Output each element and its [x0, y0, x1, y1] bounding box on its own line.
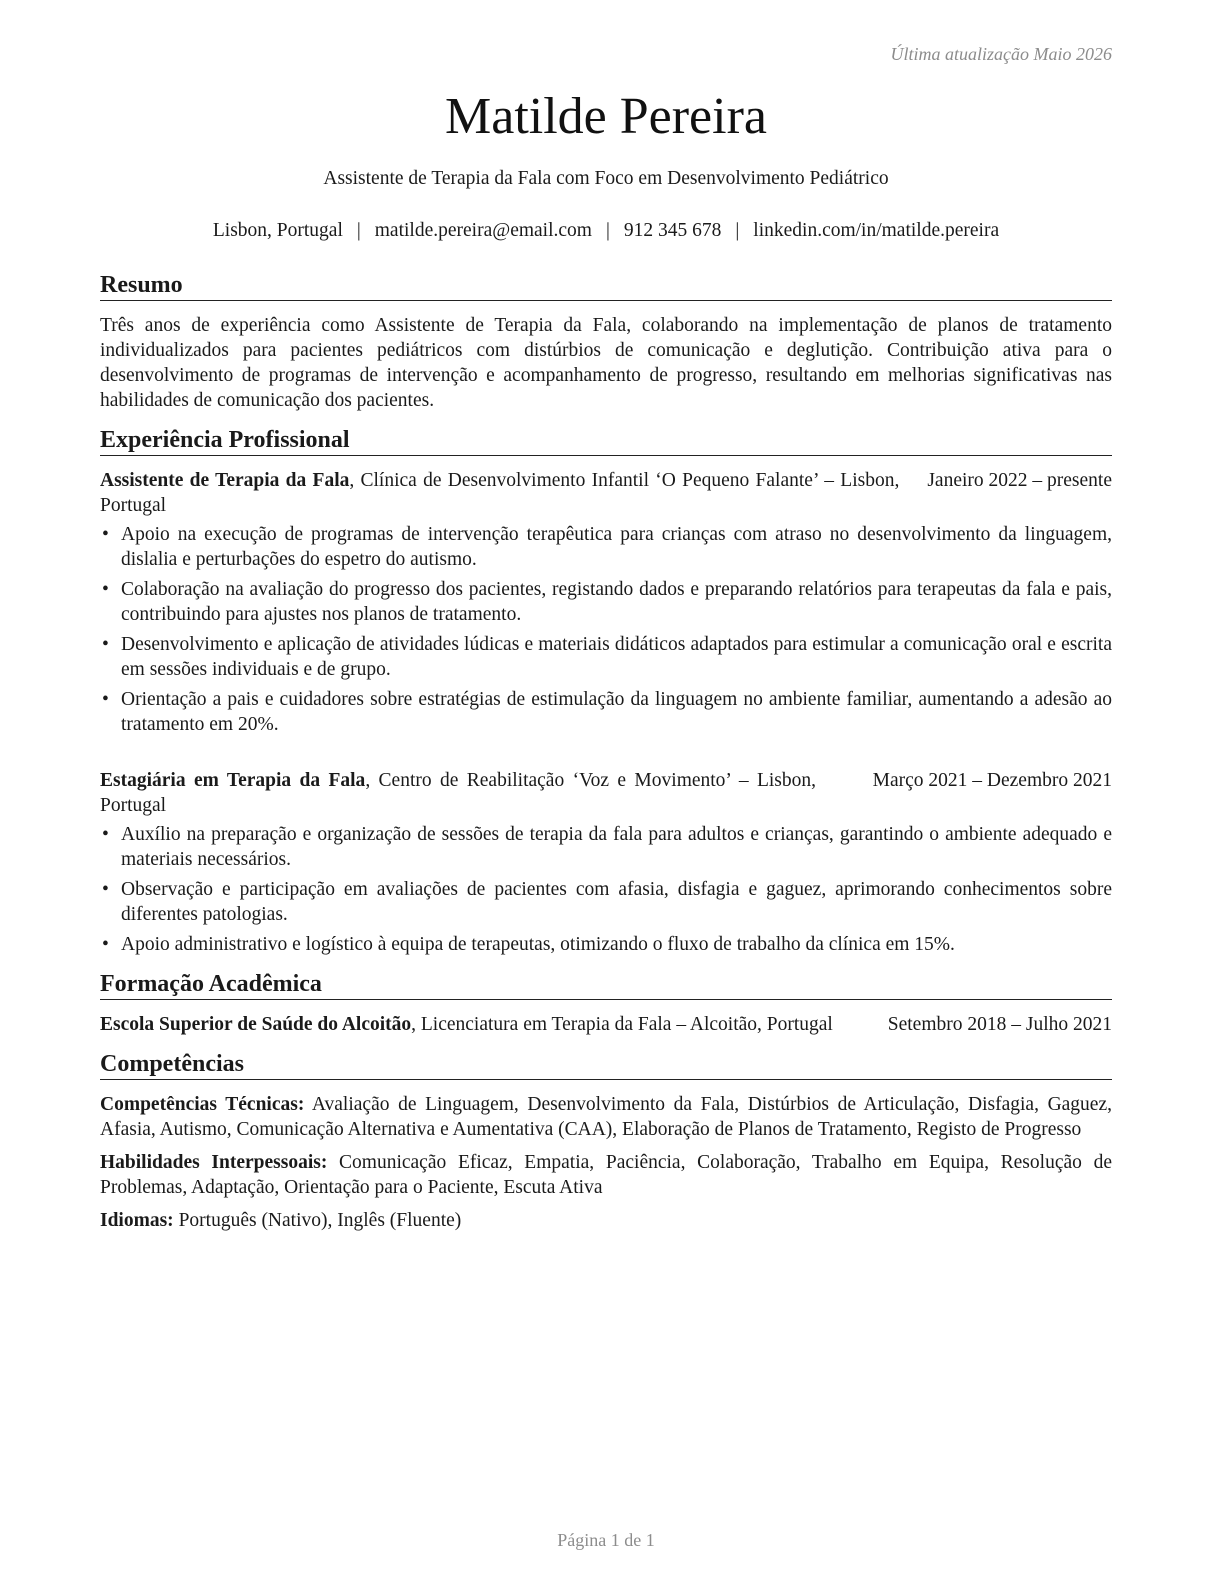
job-bullets	[100, 822, 1112, 957]
skill-group-text: Português (Nativo), Inglês (Fluente)	[173, 1210, 462, 1231]
job-dates: Janeiro 2022 – presente	[927, 470, 1112, 491]
section-title-experience: Experiência Profissional	[100, 425, 1112, 456]
bullet-icon: •	[102, 934, 109, 955]
summary-text: Três anos de experiência como Assistente de Terapia da Fala, colaborando na implementação de planos de tratamento individualizados para pacientes pediátricos com distúrbios de comunicação e deglutição. Contribuição ativa para o desenvolvimento de programas de intervenção e acompanhamento de progresso, resultando em melhorias significativas nas habilidades de comunicação dos pacientes.	[100, 315, 1112, 411]
resume-page	[100, 0, 1112, 1584]
skill-group-languages	[100, 1208, 1112, 1233]
bullet-icon: •	[102, 634, 109, 655]
job-entry	[100, 468, 1112, 737]
contact-linkedin[interactable]: linkedin.com/in/matilde.pereira	[753, 220, 1000, 241]
bullet-icon: •	[102, 689, 109, 710]
skills-section	[100, 1049, 1112, 1233]
section-title-summary: Resumo	[100, 270, 1112, 301]
candidate-name: Matilde Pereira	[445, 88, 767, 145]
bullet-icon: •	[102, 879, 109, 900]
list-item: • Apoio administrativo e logístico à equipa de terapeutas, otimizando o fluxo de trabalho da clínica em 15%.	[102, 934, 955, 955]
contact-line	[100, 218, 1112, 244]
candidate-headline: Assistente de Terapia da Fala com Foco em Desenvolvimento Pediátrico	[323, 168, 889, 189]
section-title-skills: Competências	[100, 1049, 1112, 1080]
list-item: • Apoio na execução de programas de intervenção terapêutica para crianças com atraso no desenvolvimento da linguagem, dislalia e perturbações do espetro do autismo.	[102, 524, 1112, 570]
list-item: • Colaboração na avaliação do progresso dos pacientes, registando dados e preparando relatórios para terapeutas da fala e pais, contribuindo para ajustes nos planos de tratamento.	[102, 579, 1112, 625]
skill-group-text: Avaliação de Linguagem, Desenvolvimento da Fala, Distúrbios de Articulação, Disfagia, Gaguez, Afasia, Autismo, Comunicação Alternativa e Aumentativa (CAA), Elaboração de Planos de Tratamento, Registo de Progresso	[100, 1094, 1112, 1140]
job-entry	[100, 768, 1112, 957]
contact-location: Lisbon, Portugal	[212, 220, 343, 241]
contact-separator: |	[735, 220, 740, 241]
skill-group-label: Habilidades Interpessoais:	[100, 1152, 328, 1173]
job-header	[100, 768, 1112, 818]
experience-section	[100, 425, 1112, 957]
bullet-icon: •	[102, 824, 109, 845]
job-bullets	[100, 522, 1112, 737]
job-role: Estagiária em Terapia da Fala	[100, 770, 366, 791]
contact-email[interactable]: matilde.pereira@email.com	[374, 220, 592, 241]
contact-separator: |	[356, 220, 361, 241]
job-role: Assistente de Terapia da Fala	[100, 470, 350, 491]
skill-group-interpersonal	[100, 1150, 1112, 1200]
list-item: • Desenvolvimento e aplicação de atividades lúdicas e materiais didáticos adaptados para estimular a comunicação oral e escrita em sessões individuais e de grupo.	[102, 634, 1112, 680]
skill-group-label: Competências Técnicas:	[100, 1094, 305, 1115]
skills-list	[100, 1092, 1112, 1233]
section-title-education: Formação Acadêmica	[100, 969, 1112, 1000]
education-degree: , Licenciatura em Terapia da Fala – Alcoitão, Portugal	[411, 1014, 833, 1035]
education-section	[100, 969, 1112, 1037]
education-dates: Setembro 2018 – Julho 2021	[887, 1014, 1112, 1035]
page-number: Página 1 de 1	[557, 1530, 655, 1550]
skill-group-label: Idiomas:	[100, 1210, 174, 1231]
summary-section	[100, 270, 1112, 413]
skill-group-technical	[100, 1092, 1112, 1142]
job-dates: Março 2021 – Dezembro 2021	[872, 770, 1112, 791]
last-updated-note: Última atualização Maio 2026	[890, 44, 1112, 64]
bullet-icon: •	[102, 524, 109, 545]
list-item: • Orientação a pais e cuidadores sobre estratégias de estimulação da linguagem no ambiente familiar, aumentando a adesão ao tratamento em 20%.	[102, 689, 1112, 735]
job-employer: , Centro de Reabilitação ‘Voz e Movimento’ – Lisbon, Portugal	[100, 770, 817, 816]
job-header	[100, 468, 1112, 518]
education-school: Escola Superior de Saúde do Alcoitão	[100, 1014, 412, 1035]
job-employer: , Clínica de Desenvolvimento Infantil ‘O Pequeno Falante’ – Lisbon, Portugal	[100, 470, 900, 516]
education-entry	[100, 1012, 1112, 1037]
bullet-icon: •	[102, 579, 109, 600]
contact-separator: |	[605, 220, 610, 241]
list-item: • Auxílio na preparação e organização de sessões de terapia da fala para adultos e crianças, garantindo o ambiente adequado e materiais necessários.	[102, 824, 1112, 870]
list-item: • Observação e participação em avaliações de pacientes com afasia, disfagia e gaguez, aprimorando conhecimentos sobre diferentes patologias.	[102, 879, 1112, 925]
resume-content	[100, 270, 1112, 1245]
skill-group-text: Comunicação Eficaz, Empatia, Paciência, Colaboração, Trabalho em Equipa, Resolução de Problemas, Adaptação, Orientação para o Paciente, Escuta Ativa	[100, 1152, 1112, 1198]
contact-phone[interactable]: 912 345 678	[623, 220, 722, 241]
